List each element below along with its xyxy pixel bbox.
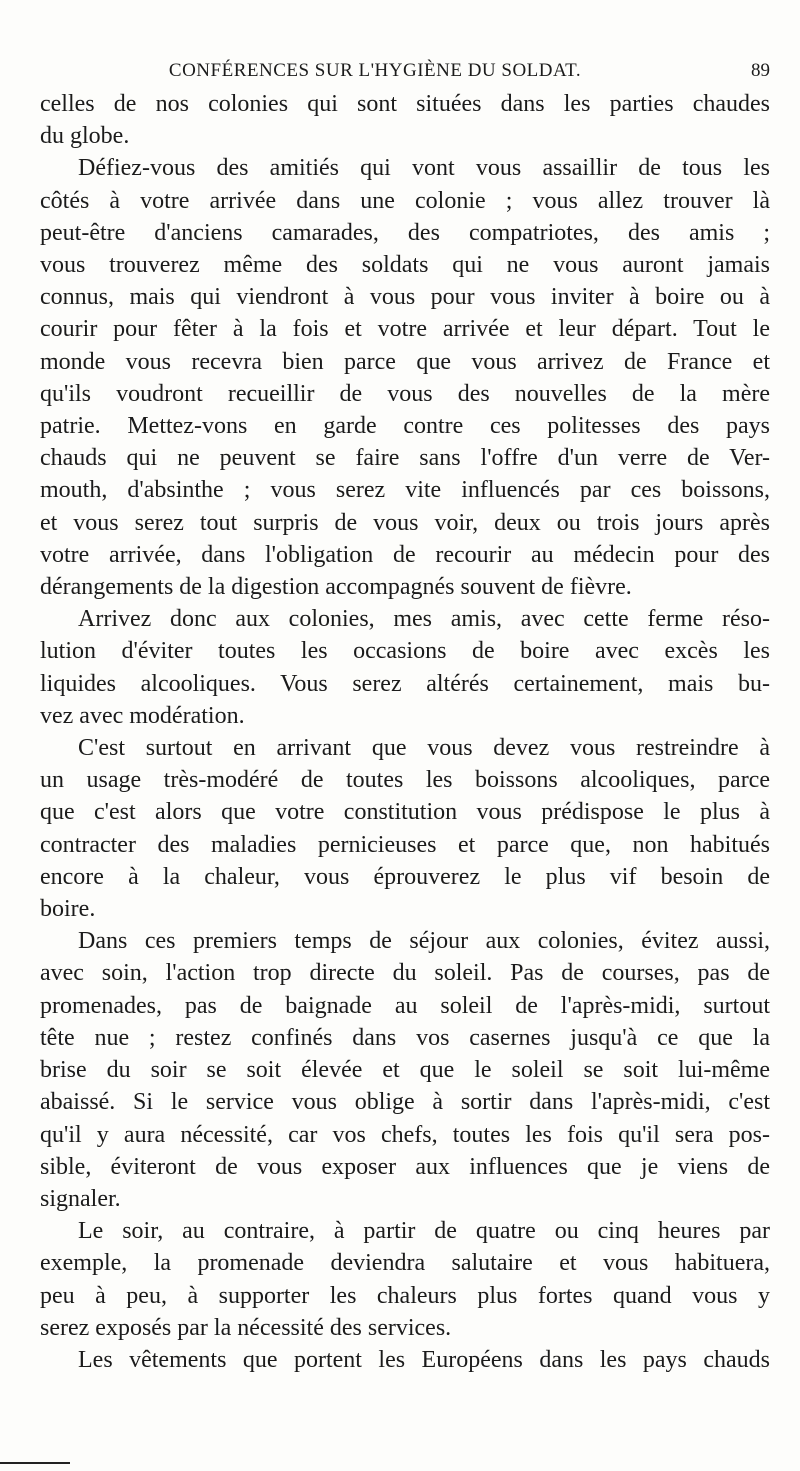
- paragraph: [40, 152, 770, 603]
- text-line: un usage très-modéré de toutes les boissons alcooliques, parce: [40, 767, 770, 794]
- text-line: Dans ces premiers temps de séjour aux colonies, évitez aussi,: [78, 928, 770, 955]
- text-line: qu'ils voudront recueillir de vous des nouvelles de la mère: [40, 380, 770, 407]
- text-line: tête nue ; restez confinés dans vos casernes jusqu'à ce que la: [40, 1024, 770, 1051]
- text-line: Arrivez donc aux colonies, mes amis, avec cette ferme réso-: [78, 606, 770, 633]
- text-line: avec soin, l'action trop directe du soleil. Pas de courses, pas de: [40, 960, 770, 987]
- text-line: boire.: [40, 896, 96, 923]
- text-line: courir pour fêter à la fois et votre arrivée et leur départ. Tout le: [40, 316, 770, 343]
- text-line: chauds qui ne peuvent se faire sans l'offre d'un verre de Ver-: [40, 445, 770, 472]
- text-line: mouth, d'absinthe ; vous serez vite influencés par ces boissons,: [40, 477, 770, 504]
- text-line: Les vêtements que portent les Européens dans les pays chauds: [78, 1346, 770, 1373]
- text-line: celles de nos colonies qui sont situées dans les parties chaudes: [40, 91, 770, 117]
- paragraph: [40, 603, 770, 732]
- bottom-rule: [0, 1462, 70, 1464]
- text-line: côtés à votre arrivée dans une colonie ; vous allez trouver là: [40, 187, 770, 214]
- paragraph: [40, 925, 770, 1215]
- text-line: patrie. Mettez-vons en garde contre ces politesses des pays: [40, 413, 770, 440]
- text-line: qu'il y aura nécessité, car vos chefs, toutes les fois qu'il sera pos-: [40, 1121, 770, 1148]
- text-line: peut-être d'anciens camarades, des compatriotes, des amis ;: [40, 219, 770, 246]
- text-line: sible, éviteront de vous exposer aux influences que je viens de: [40, 1153, 770, 1180]
- text-line: promenades, pas de baignade au soleil de l'après-midi, surtout: [40, 992, 770, 1019]
- text-line: votre arrivée, dans l'obligation de recourir au médecin pour des: [40, 541, 770, 568]
- text-line: vous trouverez même des soldats qui ne vous auront jamais: [40, 252, 770, 279]
- paragraph: [40, 732, 770, 925]
- paragraph: [40, 1344, 770, 1376]
- text-line: du globe.: [40, 123, 130, 150]
- body-text: [40, 88, 770, 1376]
- text-line: peu à peu, à supporter les chaleurs plus fortes quand vous y: [40, 1282, 770, 1309]
- text-line: brise du soir se soit élevée et que le soleil se soit lui-même: [40, 1057, 770, 1084]
- paragraph: [40, 88, 770, 152]
- text-line: Défiez-vous des amitiés qui vont vous assaillir de tous les: [78, 155, 770, 182]
- text-line: liquides alcooliques. Vous serez altérés certainement, mais bu-: [40, 670, 770, 697]
- text-line: vez avec modération.: [40, 702, 245, 729]
- text-line: signaler.: [40, 1185, 121, 1212]
- text-line: connus, mais qui viendront à vous pour vous inviter à boire ou à: [40, 284, 770, 311]
- text-line: C'est surtout en arrivant que vous devez vous restreindre à: [78, 735, 770, 762]
- paragraph: [40, 1215, 770, 1344]
- text-line: dérangements de la digestion accompagnés souvent de fièvre.: [40, 574, 632, 601]
- text-line: contracter des maladies pernicieuses et parce que, non habitués: [40, 831, 770, 858]
- text-line: monde vous recevra bien parce que vous arrivez de France et: [40, 348, 770, 375]
- text-line: abaissé. Si le service vous oblige à sortir dans l'après-midi, c'est: [40, 1089, 770, 1116]
- running-title: CONFÉRENCES SUR L'HYGIÈNE DU SOLDAT.: [168, 60, 582, 81]
- text-line: serez exposés par la nécessité des services.: [40, 1314, 452, 1341]
- running-head: [40, 56, 770, 86]
- text-line: lution d'éviter toutes les occasions de boire avec excès les: [40, 638, 770, 665]
- text-line: exemple, la promenade deviendra salutaire et vous habituera,: [40, 1250, 770, 1277]
- text-line: et vous serez tout surpris de vous voir, deux ou trois jours après: [40, 509, 770, 536]
- text-line: Le soir, au contraire, à partir de quatre ou cinq heures par: [78, 1218, 770, 1245]
- page-number: 89: [751, 60, 770, 81]
- text-line: que c'est alors que votre constitution vous prédispose le plus à: [40, 799, 770, 826]
- text-line: encore à la chaleur, vous éprouverez le plus vif besoin de: [40, 863, 770, 890]
